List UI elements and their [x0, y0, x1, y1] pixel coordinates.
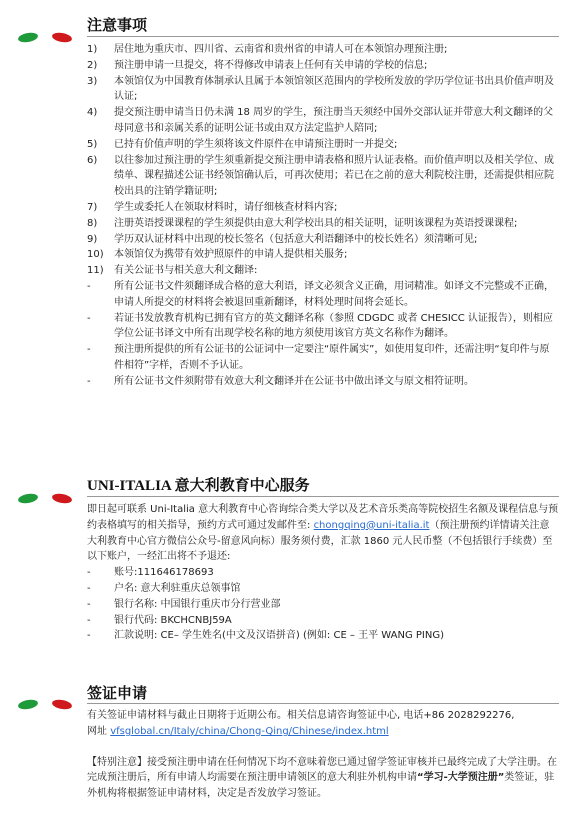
sub-item: - 若证书发放教育机构已拥有官方的英文翻译名称（参照 CDGDC 或者 CHESICC 认证报告），则相应学位公证书译文中所有出现学校名称的地方须使用该官方英文名称作为翻译。 — [87, 312, 553, 340]
red-dot — [51, 31, 72, 43]
list-item: 7) 学生或委托人在领取材料时，请仔细核查材料内容; — [87, 201, 338, 213]
account-item: - 户名: 意大利驻重庆总领事馆 — [87, 582, 241, 594]
list-item: 6) 以往参加过预注册的学生须重新提交预注册申请表格和照片认证表格。而价值声明以及相关学位、成绩单、课程描述公证书经领馆确认后，可再次使用；若已在之前的意大利院校注册，还需提供相应院校出具的注销学籍证明; — [87, 154, 554, 198]
email-link[interactable]: chongqing@uni-italia.it — [313, 519, 430, 531]
account-item: - 账号:111646178693 — [87, 567, 214, 579]
visa-divider — [87, 703, 559, 704]
list-item: 3) 本领馆仅为中国教育体制承认且属于本领馆领区范围内的学校所发放的学历学位证书出具价值声明及认证; — [87, 75, 554, 103]
green-dot — [17, 31, 38, 43]
sub-item: - 所有公证书文件须翻译成合格的意大利语，译文必须含义正确，用词精准。如译文不完整或不正确，申请人所提交的材料将会被退回重新翻译，材料处理时间将会延长。 — [87, 280, 554, 308]
notice-list — [87, 42, 559, 390]
notice-title: 注意事项 — [87, 16, 148, 34]
visa-special-note: 【特别注意】接受预注册申请在任何情况下均不意味着您已通过留学签证审核并已最终完成了大学注册。在完成预注册后，所有申请人均需要在预注册申请领区的意大利驻外机构申请“学习-大学预注册”类签证，驻外机构将根据签证申请材料，决定是否发放学习签证。 — [87, 756, 557, 800]
visa-body — [87, 708, 559, 802]
account-item: - 银行名称: 中国银行重庆市分行营业部 — [87, 598, 281, 610]
red-dot — [51, 698, 72, 710]
list-item: 8) 注册英语授课课程的学生须提供由意大利学校出具的相关证明，证明该课程为英语授课课程; — [87, 217, 518, 229]
sub-item: - 所有公证书文件须附带有效意大利文翻译并在公证书中做出译文与原文相符证明。 — [87, 375, 474, 387]
list-item: 5) 已持有价值声明的学生须将该文件原件在申请预注册时一并提交; — [87, 138, 398, 150]
list-item: 11) 有关公证书与相关意大利文翻译: — [87, 265, 258, 277]
sub-item: - 预注册所提供的所有公证书的公证词中一定要注“原件属实”，如使用复印件，还需注明“复印件与原件相符”字样，否则不予认证。 — [87, 344, 550, 371]
list-item: 9) 学历双认证材料中出现的校长签名（包括意大利语翻译中的校长姓名）须清晰可见; — [87, 233, 478, 245]
list-item: 10) 本领馆仅为携带有效护照原件的申请人提供相关服务; — [87, 249, 348, 261]
uniitalia-divider — [87, 496, 559, 497]
notice-divider — [87, 36, 559, 37]
list-item: 4) 提交预注册申请当日仍未满 18 周岁的学生，预注册当天须经中国外交部认证并带意大利文翻译的父母同意书和亲属关系的证明公证书或由双方法定监护人陪同; — [87, 107, 554, 134]
uniitalia-body — [87, 502, 559, 644]
visa-line: 有关签证申请材料与截止日期将于近期公布。相关信息请咨询签证中心, 电话+86 2028292276, — [87, 710, 515, 721]
red-dot — [51, 492, 72, 504]
account-item: - 汇款说明: CE– 学生姓名(中文及汉语拼音) (例如: CE – 王平 WANG PING) — [87, 630, 444, 642]
visa-website-line: 网址 vfsglobal.cn/Italy/china/Chong-Qing/Chinese/index.html — [87, 725, 389, 737]
list-item: 2) 预注册申请一旦提交，将不得修改申请表上任何有关申请的学校的信息; — [87, 59, 428, 71]
uniitalia-intro: 即日起可联系 Uni-Italia 意大利教育中心咨询综合类大学以及艺术音乐类高等院校招生名额及课程信息与预约表格填写的相关指导，预约方式可通过发邮件至: chongqing@uni-italia.it（预注册预约详情请关注意大利教育中心官方微信公众号-留意风向标）服务须付费，汇款 1860 元人民币整（不包括银行手续费）至以下账户，一经汇出将不予退还: — [87, 504, 559, 563]
green-dot — [17, 698, 38, 710]
visa-website-link[interactable]: vfsglobal.cn/Italy/china/Chong-Qing/Chinese/index.html — [110, 725, 389, 737]
account-item: - 银行代码: BKCHCNBJ59A — [87, 614, 232, 626]
list-item: 1) 居住地为重庆市、四川省、云南省和贵州省的申请人可在本领馆办理预注册; — [87, 44, 448, 55]
visa-title: 签证申请 — [87, 684, 148, 702]
green-dot — [17, 492, 38, 504]
uniitalia-title: UNI-ITALIA 意大利教育中心服务 — [87, 478, 310, 494]
